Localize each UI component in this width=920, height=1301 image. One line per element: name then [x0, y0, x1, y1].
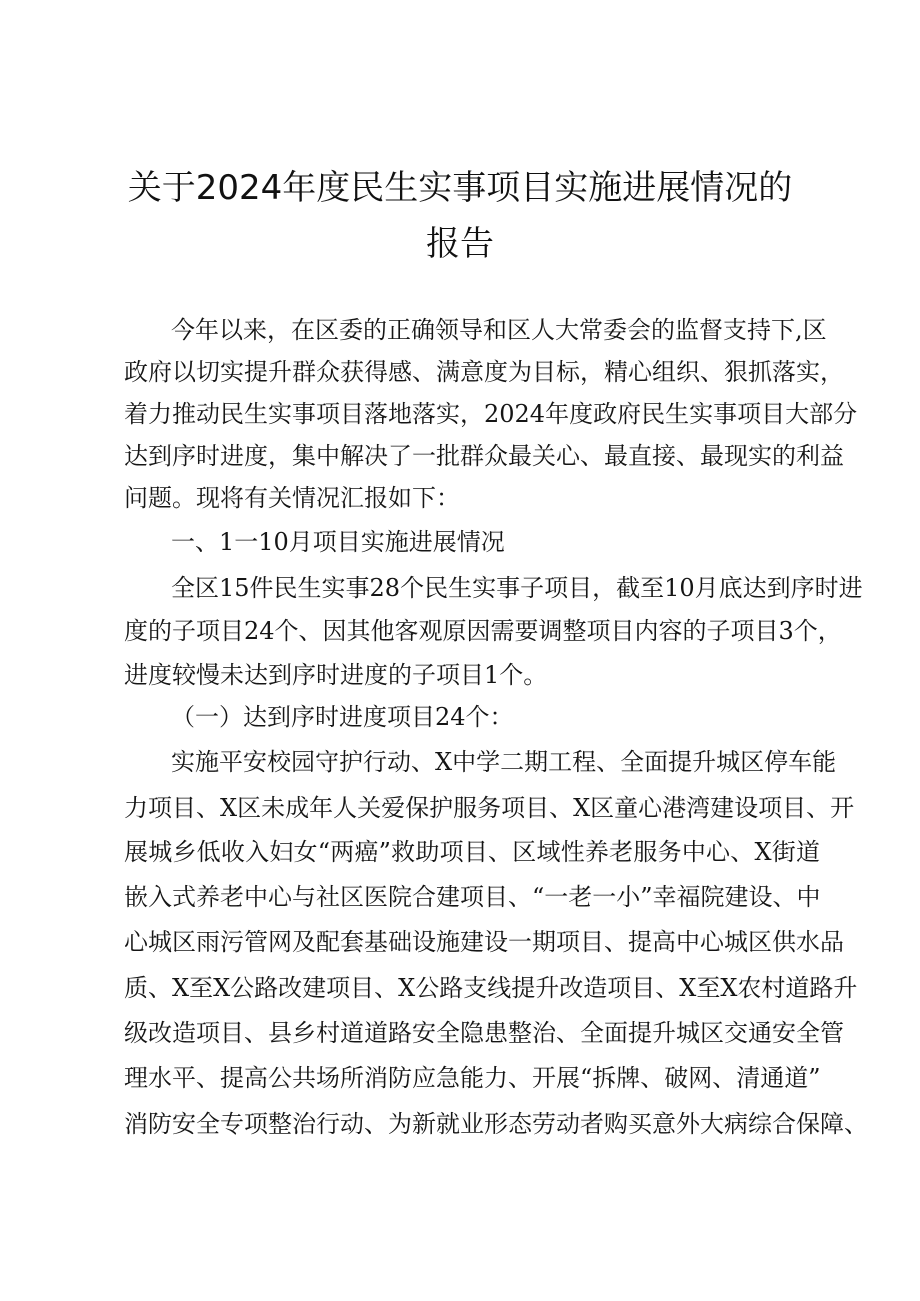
section-heading-1: 一、1一10月项目实施进展情况 [171, 528, 505, 556]
paragraph-1-line: 着力推动民生实事项目落地落实，2024年度政府民生实事项目大部分 [124, 400, 858, 428]
paragraph-2-line: 度的子项目24个、因其他客观原因需要调整项目内容的子项目3个， [124, 617, 842, 645]
document-title-line-2: 报告 [426, 224, 494, 264]
paragraph-3-line: 力项目、X区未成年人关爱保护服务项目、X区童心港湾建设项目、开 [124, 794, 855, 822]
paragraph-2-line: 全区15件民生实事28个民生实事子项目，截至10月底达到序时进 [171, 574, 863, 602]
paragraph-3-line: 消防安全专项整治行动、为新就业形态劳动者购买意外大病综合保障、 [124, 1110, 868, 1138]
paragraph-3-line: 理水平、提高公共场所消防应急能力、开展“拆牌、破网、清通道” [124, 1064, 821, 1092]
paragraph-1-line: 达到序时进度，集中解决了一批群众最关心、最直接、最现实的利益 [124, 442, 844, 470]
paragraph-3-line: 展城乡低收入妇女“两癌”救助项目、区域性养老服务中心、X街道 [124, 838, 820, 866]
paragraph-3-line: 质、X至X公路改建项目、X公路支线提升改造项目、X至X农村道路升 [124, 974, 858, 1002]
paragraph-3-line: 级改造项目、县乡村道道路安全隐患整治、全面提升城区交通安全管 [124, 1019, 844, 1047]
paragraph-2-line: 进度较慢未达到序时进度的子项目1个。 [124, 661, 548, 689]
paragraph-3-line: 嵌入式养老中心与社区医院合建项目、“一老一小”幸福院建设、中 [124, 883, 821, 911]
paragraph-1-line: 政府以切实提升群众获得感、满意度为目标，精心组织、狠抓落实， [124, 358, 844, 386]
section-heading-2: （一）达到序时进度项目24个： [171, 703, 514, 731]
paragraph-3-line: 心城区雨污管网及配套基础设施建设一期项目、提高中心城区供水品 [124, 928, 844, 956]
document-title-line-1: 关于2024年度民生实事项目实施进展情况的 [127, 168, 793, 208]
paragraph-1-line: 问题。现将有关情况汇报如下： [124, 484, 460, 512]
paragraph-1-line: 今年以来，在区委的正确领导和区人大常委会的监督支持下,区 [171, 316, 827, 344]
paragraph-3-line: 实施平安校园守护行动、X中学二期工程、全面提升城区停车能 [171, 748, 837, 776]
